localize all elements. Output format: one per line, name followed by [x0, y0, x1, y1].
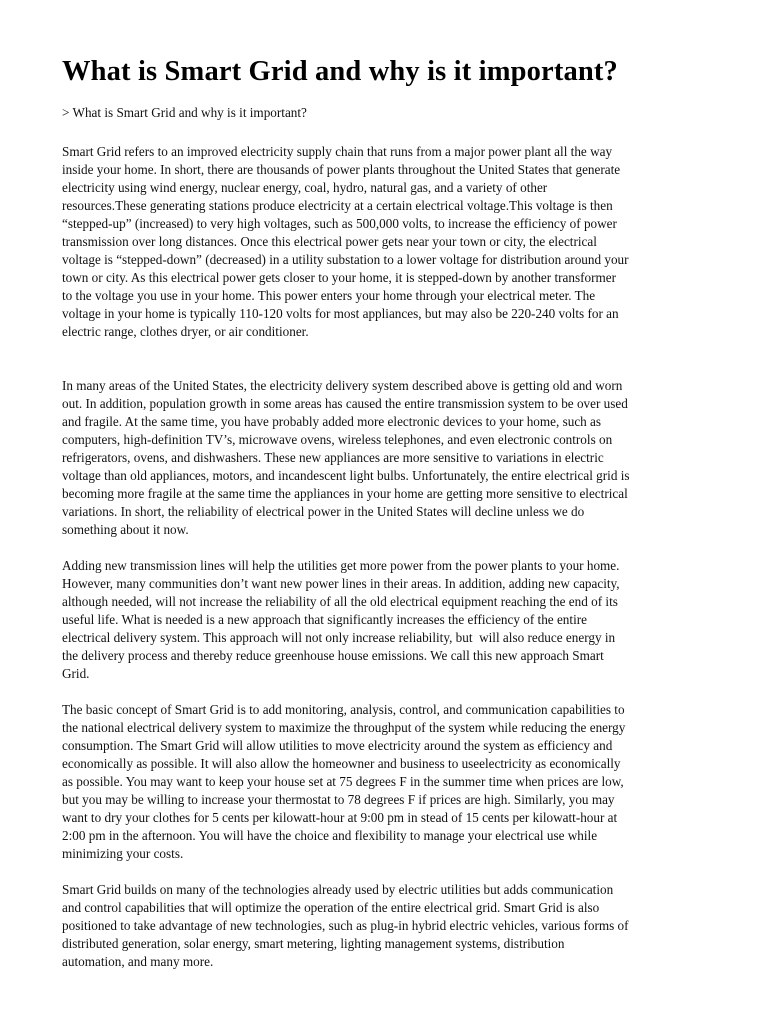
document-page — [62, 50, 714, 971]
breadcrumb: > What is Smart Grid and why is it important? — [62, 105, 307, 120]
paragraph-aging-grid: In many areas of the United States, the electricity delivery system described above is getting old and worn out. In addition, population growth in some areas has caused the entire transmission system to be over used and fragile. At the same time, you have probably added more electronic devices to your home, such as computers, high-definition TV’s, microwave ovens, wireless telephones, and even electronic controls on refrigerators, ovens, and dishwashers. These new appliances are more sensitive to variations in electric voltage than old appliances, motors, and incandescent light bulbs. Unfortunately, the entire electrical grid is becoming more fragile at the same time the appliances in your home are getting more sensitive to electrical variations. In short, the reliability of electrical power in the United States will decline unless we do something about it now. — [62, 378, 630, 537]
article-body — [62, 143, 714, 971]
paragraph-new-approach: Adding new transmission lines will help the utilities get more power from the power plants to your home. However, many communities don’t want new power lines in their areas. In addition, adding new capacity, although needed, will not increase the reliability of all the old electrical equipment reaching the end of its useful life. What is needed is a new approach that significantly increases the efficiency of the entire electrical delivery system. This approach will not only increase reliability, but will also reduce energy in the delivery process and thereby reduce greenhouse house emissions. We call this new approach Smart Grid. — [62, 558, 620, 681]
paragraph-technologies: Smart Grid builds on many of the technologies already used by electric utilities but adds communication and control capabilities that will optimize the operation of the entire electrical grid. Smart Grid is also positioned to take advantage of new technologies, such as plug-in hybrid electric vehicles, various forms of distributed generation, solar energy, smart metering, lighting management systems, distribution automation, and many more. — [62, 882, 629, 969]
page-title: What is Smart Grid and why is it important? — [62, 56, 618, 87]
paragraph-basic-concept: The basic concept of Smart Grid is to add monitoring, analysis, control, and communication capabilities to the national electrical delivery system to maximize the throughput of the system while reducing the energy consumption. The Smart Grid will allow utilities to move electricity around the system as efficiency and economically as possible. It will also allow the homeowner and business to useelectricity as economically as possible. You may want to keep your house set at 75 degrees F in the summer time when prices are low, but you may be willing to increase your thermostat to 78 degrees F if prices are high. Similarly, you may want to dry your clothes for 5 cents per kilowatt-hour at 9:00 pm in stead of 15 cents per kilowatt-hour at 2:00 pm in the afternoon. You will have the choice and flexibility to manage your electrical use while minimizing your costs. — [62, 702, 626, 861]
paragraph-intro: Smart Grid refers to an improved electricity supply chain that runs from a major power plant all the way inside your home. In short, there are thousands of power plants throughout the United States that generate electricity using wind energy, nuclear energy, coal, hydro, natural gas, and a variety of other resources.These generating stations produce electricity at a certain electrical voltage.This voltage is then “stepped-up” (increased) to very high voltages, such as 500,000 volts, to increase the efficiency of power transmission over long distances. Once this electrical power gets near your town or city, the electrical voltage is “stepped-down” (decreased) in a utility substation to a lower voltage for distribution around your town or city. As this electrical power gets closer to your home, it is stepped-down by another transformer to the voltage you use in your home. This power enters your home through your electrical meter. The voltage in your home is typically 110-120 volts for most appliances, but may also be 220-240 volts for an electric range, clothes dryer, or air conditioner. — [62, 144, 629, 339]
